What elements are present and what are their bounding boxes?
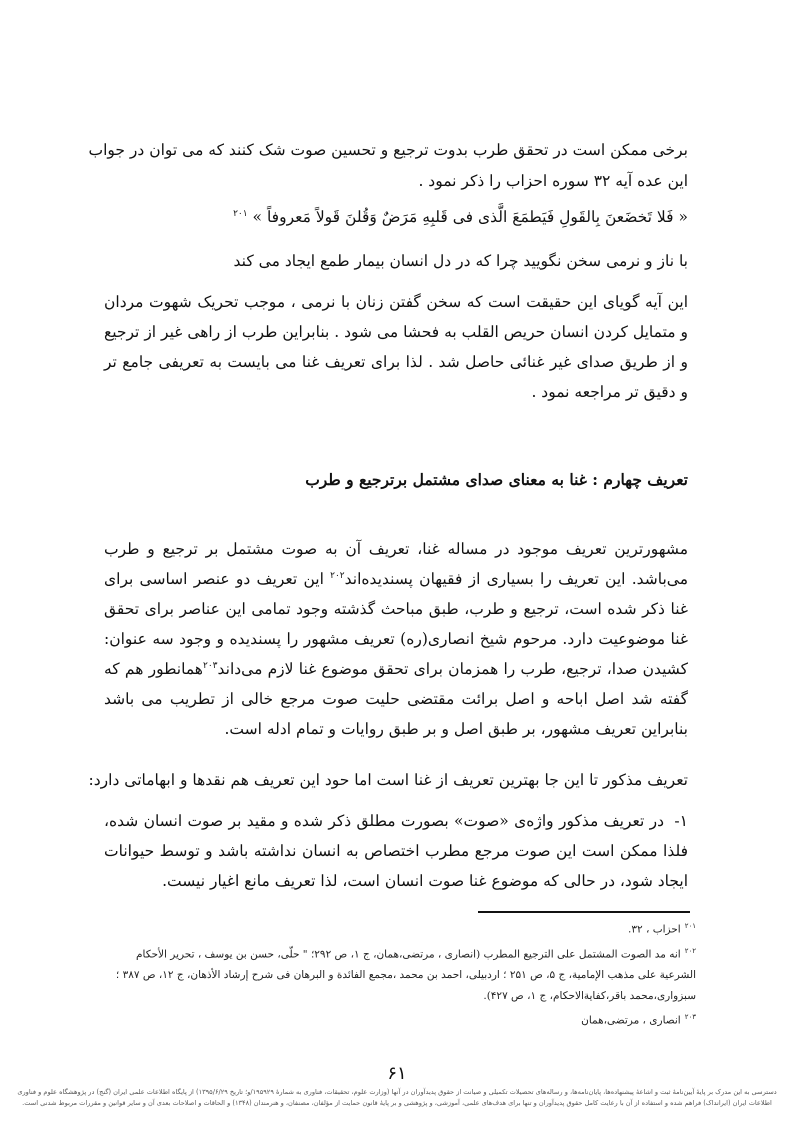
list-item-number: ۱- — [674, 812, 688, 830]
intro-line-1: برخی ممکن است در تحقق طرب بدوت ترجیع و تحسین صوت شک کنند که می توان در جواب — [88, 141, 688, 159]
verse-translation: با ناز و نرمی سخن نگویید چرا که در دل انسان بیمار طمع ایجاد می کند — [233, 252, 688, 270]
paragraph-4: تعریف مذکور تا این جا بهترین تعریف از غنا است اما حود این تعریف هم نقدها و ابهاماتی دارد: — [88, 771, 688, 789]
footnote-ref-203: ۲۰۳ — [202, 660, 218, 671]
list-item-1 — [104, 806, 688, 896]
footnote-ref-201: ۲۰۱ — [233, 208, 248, 219]
footnote-text: انصاری ، مرتضی،همان — [581, 1014, 681, 1027]
page-number: ۶۱ — [387, 1063, 407, 1084]
copyright-notice: دسترسی به این مدرک بر پایهٔ آیین‌نامهٔ ثبت و اشاعهٔ پیشنهاده‌ها، پایان‌نامه‌ها، و رساله‌های تحصیلات تکمیلی و صیانت از حقوق پدیدآوران در آنها (وزارت علوم، تحقیقات، فناوری به شمارهٔ ۱۹۵۹۲۹/و؛ تاریخ ۱۳۹۵/۶/۲۹) از پایگاه اطلاعات علمی ایران (گنج) در پژوهشگاه علوم و فناوری اطلاعات ایران (ایرانداک) فراهم شده و استفاده از آن با رعایت کامل حقوق پدیدآوران و تنها برای هدف‌های علمی، آموزشی، و پژوهشی و بر پایهٔ قانون حمایت از مؤلفان، مصنفان، و هنرمندان (۱۳۴۸) و الحاقات و اصلاحات بعدی آن و سایر قوانین و مقررات مربوط شدنی است. — [17, 1088, 777, 1107]
paragraph-2 — [104, 287, 688, 407]
footnote-number: ۲۰۲ — [684, 946, 696, 955]
verse-text: « فَلا تَخضَعنَ بِالقَولِ فَیَطمَعَ الَّذی فی قَلبِهِ مَرَضٌ وَقُلنَ قَولاً مَعروفاً » — [252, 208, 688, 226]
footnotes — [104, 916, 696, 1032]
section-heading: تعریف چهارم : غنا به معنای صدای مشتمل برترجیع و طرب — [305, 470, 688, 489]
footnote-203 — [104, 1007, 696, 1032]
footnote-divider — [478, 911, 690, 913]
footnote-ref-202: ۲۰۲ — [330, 570, 345, 581]
quran-verse — [104, 202, 688, 232]
paragraph-3-part-c: همانطور هم که گفته شد اصل اباحه و اصل برائت مقتضی حلیت صوت مرجع خالی از تطریب می باشد بنابراین تعریف مشهور، بر طبق اصل و بر طبق روایات و تمام ادله است. — [104, 660, 688, 738]
footnote-number: ۲۰۱ — [684, 922, 696, 930]
list-item-1-body: در تعریف مذکور واژه‌ی «صوت» بصورت مطلق ذکر شده و مقید بر صوت انسان شده، فلذا ممکن است این صوت مرجع مطرب اختصاص به انسان نداشته باشد و توسط حیوانات ایجاد شود، در حالی که موضوع غنا صوت انسان است، لذا تعریف مانع اغیار نیست. — [104, 812, 688, 890]
footnote-text: احزاب ، ۳۲. — [628, 923, 681, 936]
list-item-1-text — [104, 806, 688, 896]
footnote-number: ۲۰۳ — [684, 1013, 696, 1021]
intro-line-2: این عده آیه ۳۲ سوره احزاب را ذکر نمود . — [418, 172, 688, 190]
paragraph-3-part-a: مشهورترین تعریف موجود در مساله غنا، تعریف آن به صوت مشتمل بر ترجیع و طرب می‌باشد. این تعریف را بسیاری از فقیهان پسندیده‌اند — [104, 540, 689, 588]
paragraph-3-part-b: این تعریف دو عنصر اساسی برای غنا ذکر شده است، ترجیع و طرب، طبق مباحث گذشته وجود تمامی این عناصر برای تحقق غنا موضوعیت دارد. مرحوم شیخ انصاری(ره) تعریف مشهور را پسندیده و وجود سه عنوان: کشیدن صدا، ترجیع، طرب را همزمان برای تحقق موضوع غنا لازم می‌داند — [104, 570, 688, 678]
paragraph-3 — [104, 534, 688, 744]
footnote-text: انه مد الصوت المشتمل علی الترجیع المطرب (انصاری ، مرتضی،همان، ج ۱، ص ۲۹۲؛ " حلّی، حسن بن یوسف ، تحریر الأحکام الشرعیة علی مذهب الإمامیة، ج ۵، ص ۲۵۱ ؛ اردبیلی، احمد بن محمد ،مجمع الفائدة و البرهان فی شرح إرشاد الأذهان، ج ۱۲، ص ۳۸۷ ؛ سبزواری،محمد باقر،کفایةالاحکام، ج ۱، ص ۴۲۷). — [115, 948, 696, 1002]
paragraph-3-text — [104, 534, 688, 744]
paragraph-2-text: این آیه گویای این حقیقت است که سخن گفتن زنان با نرمی ، موجب تحریک شهوت مردان و متمایل کردن انسان حریص القلب به فحشا می شود . بنابراین طرب از راهی غیر از ترجیع و از طریق صدای غیر غنائی حاصل شد . لذا برای تعریف غنا می بایست به تعریفی جامع تر و دقیق تر مراجعه نمود . — [104, 293, 688, 401]
footnote-202 — [104, 941, 696, 1008]
footnote-201 — [104, 916, 696, 941]
